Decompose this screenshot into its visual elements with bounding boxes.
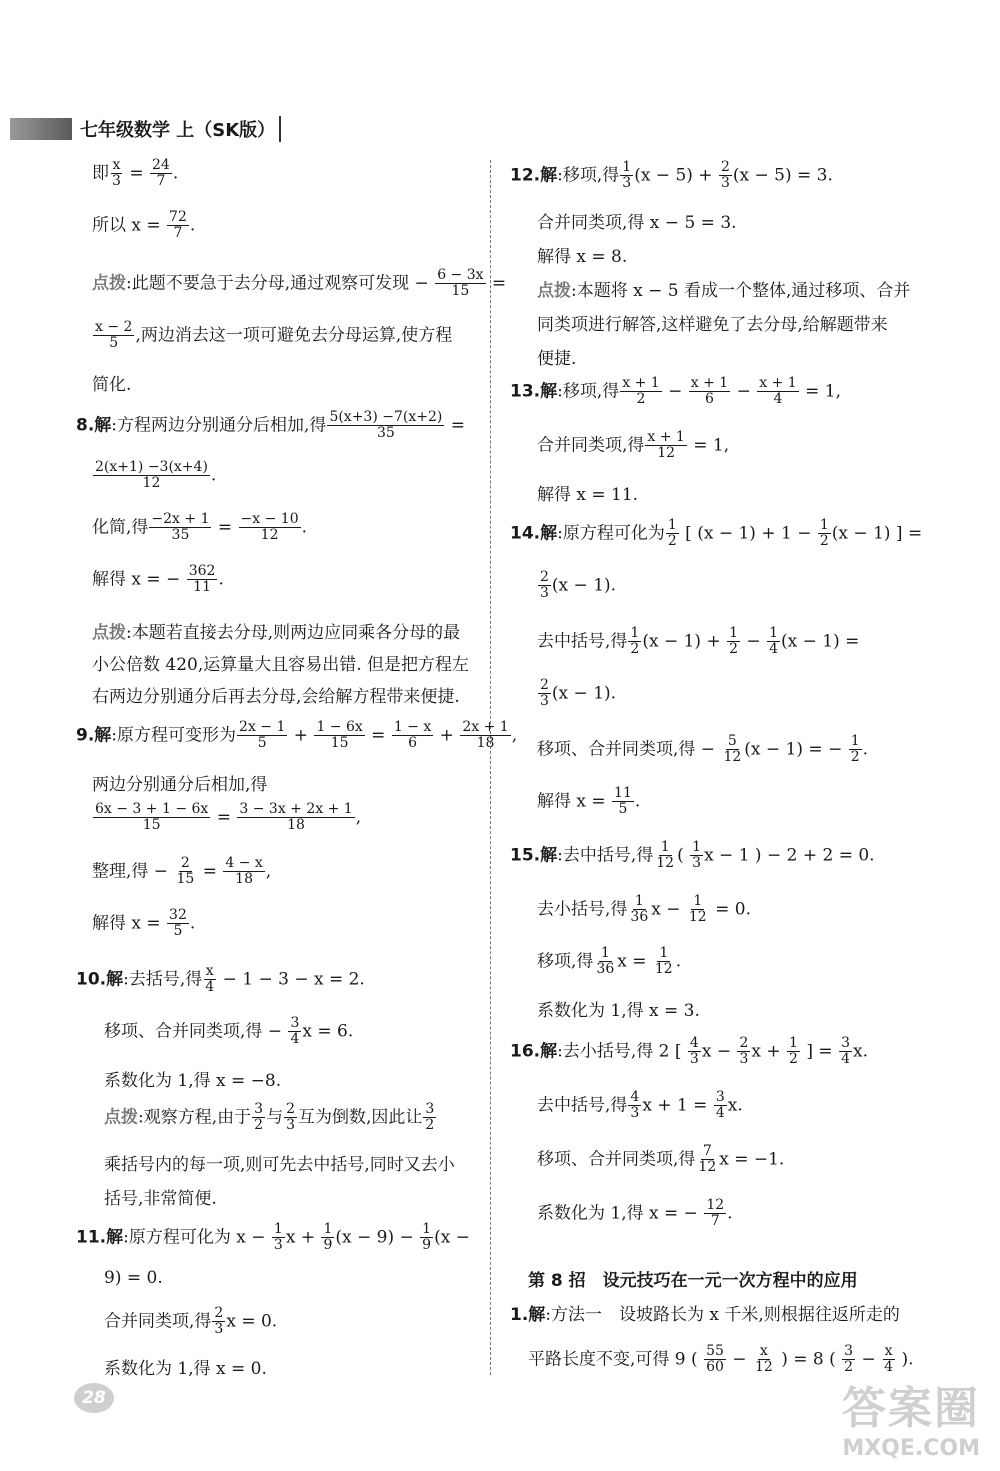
solution-line: $\frac{2}{3}$ (x − 1).: [540, 677, 617, 710]
problem-10: 10.解:去括号,得 $\frac{x}{4}$ − 1 − 3 − x = 2.: [76, 963, 365, 996]
tip-line: 点拨:本题若直接去分母,则两边应同乘各分母的最: [92, 623, 461, 643]
problem-12: 12.解:移项,得 $\frac{1}{3}$ (x − 5) + $\frac{2}{3}$ (x − 5) = 3.: [510, 159, 833, 192]
book-title: 七年级数学 上（SK版）: [80, 116, 281, 142]
tip-line: 点拨:观察方程,由于 $\frac{3}{2}$ 与 $\frac{2}{3}$ 互为倒数,因此让 $\frac{3}{2}$: [104, 1101, 435, 1134]
watermark: 答案圈 MXQE.COM: [842, 1383, 980, 1461]
solution-line: 解得 x = − $\frac{362}{11}$ .: [92, 563, 224, 596]
solution-line: 即 $\frac{x}{3}$ = $\frac{24}{7}$ .: [92, 157, 179, 190]
solution-line: 移项、合并同类项,得 − $\frac{5}{12}$ (x − 1) = − $\frac{1}{2}$ .: [537, 733, 869, 766]
solution-line: 整理,得 − $\frac{2}{15}$ = $\frac{4 - x}{18}$ ,: [92, 855, 272, 888]
problem-9: 9.解:原方程可变形为 $\frac{2x - 1}{5}$ + $\frac{1 - 6x}{15}$ = $\frac{1 - x}{6}$ + $\frac{2x + 1}{18}$ ,: [76, 719, 518, 752]
page-number: 28: [74, 1383, 114, 1413]
solution-line: 解得 x = $\frac{32}{5}$ .: [92, 907, 196, 940]
tip-line: $\frac{x - 2}{5}$ ,两边消去这一项可避免去分母运算,使方程: [95, 319, 453, 352]
solution-line: 平路长度不变,可得 9 ( $\frac{55}{60}$ − $\frac{x}{12}$ ) = 8 ( $\frac{3}{2}$ − $\frac{x}{4}$ ).: [528, 1343, 914, 1376]
solution-line: 去中括号,得 $\frac{1}{2}$ (x − 1) + $\frac{1}{2}$ − $\frac{1}{4}$ (x − 1) =: [537, 625, 860, 658]
section-problem-1: 1.解:方法一 设坡路长为 x 千米,则根据往返所走的: [510, 1305, 900, 1325]
solution-line: $\frac{2}{3}$ (x − 1).: [540, 569, 617, 602]
solution-line: 系数化为 1,得 x = − $\frac{12}{7}$ .: [537, 1197, 733, 1230]
solution-line: 两边分别通分后相加,得: [92, 775, 268, 795]
section-heading: 第 8 招 设元技巧在一元一次方程中的应用: [528, 1271, 858, 1291]
solution-line: 解得 x = $\frac{11}{5}$ .: [537, 785, 641, 818]
tip-line: 同类项进行解答,这样避免了去分母,给解题带来: [537, 315, 888, 335]
solution-line: 合并同类项,得 $\frac{2}{3}$ x = 0.: [104, 1305, 278, 1338]
solution-line: 所以 x = $\frac{72}{7}$ .: [92, 209, 196, 242]
solution-line: 去中括号,得 $\frac{4}{3}$ x + 1 = $\frac{3}{4}$ x.: [537, 1089, 743, 1122]
solution-line: 合并同类项,得 $\frac{x + 1}{12}$ = 1,: [537, 429, 730, 462]
tip-line: 乘括号内的每一项,则可先去中括号,同时又去小: [104, 1155, 455, 1175]
problem-11: 11.解:原方程可化为 x − $\frac{1}{3}$ x + $\frac{1}{9}$ (x − 9) − $\frac{1}{9}$ (x −: [76, 1221, 470, 1254]
tip-line: 点拨:本题将 x − 5 看成一个整体,通过移项、合并: [537, 281, 911, 301]
solution-line: $\frac{2(x+1) -3(x+4)}{12}$ .: [95, 459, 217, 492]
problem-14: 14.解:原方程可化为 $\frac{1}{2}$ [ (x − 1) + 1 − $\frac{1}{2}$ (x − 1) ] =: [510, 517, 923, 550]
tip-line: 点拨:此题不要急于去分母,通过观察可发现 − $\frac{6 - 3x}{15}$ =: [92, 267, 507, 300]
solution-line: 解得 x = 8.: [537, 247, 628, 267]
solution-line: 移项、合并同类项,得 $\frac{7}{12}$ x = −1.: [537, 1143, 785, 1176]
problem-15: 15.解:去中括号,得 $\frac{1}{12}$ ( $\frac{1}{3}$ x − 1 ) − 2 + 2 = 0.: [510, 839, 875, 872]
solution-line: 移项,得 $\frac{1}{36}$ x = $\frac{1}{12}$ .: [537, 945, 682, 978]
solution-line: 解得 x = 11.: [537, 485, 639, 505]
problem-13: 13.解:移项,得 $\frac{x + 1}{2}$ − $\frac{x + 1}{6}$ − $\frac{x + 1}{4}$ = 1,: [510, 375, 841, 408]
solution-line: 9) = 0.: [104, 1268, 163, 1288]
page-header: [10, 116, 281, 142]
tip-line: 简化.: [92, 375, 132, 395]
column-divider: [490, 160, 491, 1375]
tip-line: 右两边分别通分后再去分母,会给解方程带来便捷.: [92, 687, 460, 707]
tip-line: 小公倍数 420,运算量大且容易出错. 但是把方程左: [92, 655, 470, 675]
solution-line: 化简,得 $\frac{-2x + 1}{35}$ = $\frac{-x - 10}{12}$ .: [92, 511, 308, 544]
solution-line: $\frac{6x - 3 + 1 - 6x}{15}$ = $\frac{3 - 3x + 2x + 1}{18}$ ,: [95, 801, 362, 834]
solution-line: 系数化为 1,得 x = −8.: [104, 1071, 282, 1091]
tip-line: 括号,非常简便.: [104, 1189, 217, 1209]
tip-line: 便捷.: [537, 349, 577, 369]
solution-line: 移项、合并同类项,得 − $\frac{3}{4}$ x = 6.: [104, 1015, 354, 1048]
header-decor-bar: [10, 118, 72, 140]
solution-line: 合并同类项,得 x − 5 = 3.: [537, 213, 737, 233]
problem-8: 8.解:方程两边分别通分后相加,得 $\frac{5(x+3) -7(x+2)}{35}$ =: [76, 409, 466, 442]
solution-line: 去小括号,得 $\frac{1}{36}$ x − $\frac{1}{12}$ = 0.: [537, 893, 751, 926]
solution-line: 系数化为 1,得 x = 0.: [104, 1359, 267, 1379]
solution-line: 系数化为 1,得 x = 3.: [537, 1001, 700, 1021]
problem-16: 16.解:去小括号,得 2 [ $\frac{4}{3}$ x − $\frac{2}{3}$ x + $\frac{1}{2}$ ] = $\frac{3}{4}$ x.: [510, 1035, 868, 1068]
